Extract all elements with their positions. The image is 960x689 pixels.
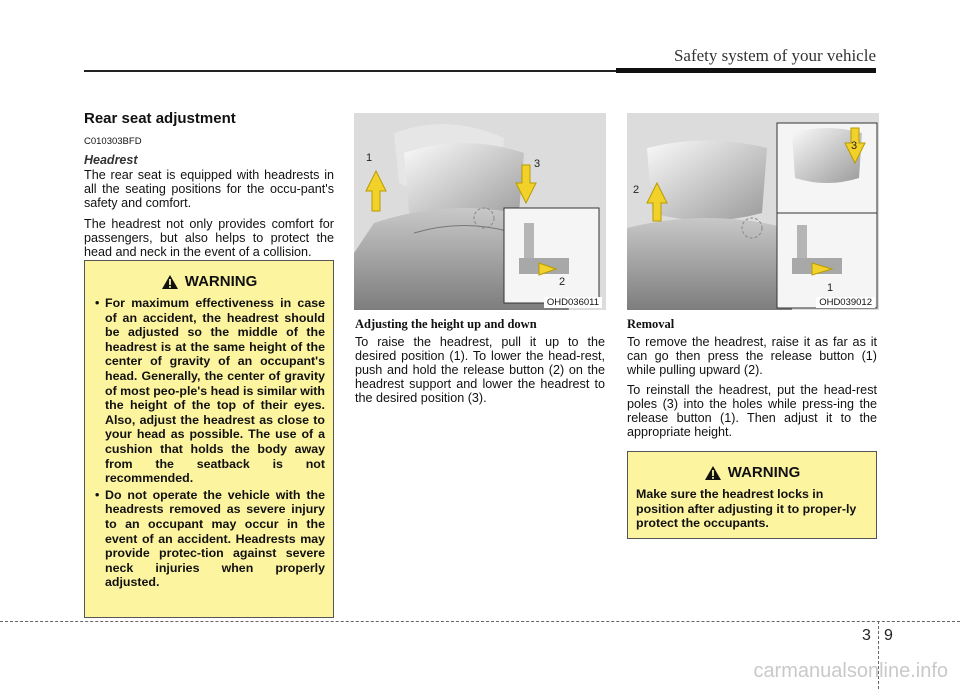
left-column: [84, 110, 334, 266]
warning-list: [93, 296, 325, 590]
figure-code: OHD039012: [816, 297, 875, 308]
warning-item: • Do not operate the vehicle with the headrests removed as severe injury to an occupant may occur in the event of an accident. Headrests may provide protec-tion against severe neck injuries when properly adjusted.: [95, 487, 325, 590]
warning-triangle-icon: [161, 274, 179, 290]
right-text-1: To remove the headrest, raise it as far as it can go then press the release button (1) while pulling upward (2).: [627, 335, 877, 377]
figure2-caption: Removal: [627, 317, 675, 331]
right-text-2: To reinstall the headrest, put the head-rest poles (3) into the holes while press-ing the release button (1). Then adjust it to the appropriate height.: [627, 383, 877, 439]
figure-code: OHD036011: [544, 297, 602, 308]
section-heading: Rear seat adjustment: [84, 110, 236, 127]
warning-triangle-icon: [704, 465, 722, 481]
callout-label: 3: [534, 158, 541, 170]
right-paragraphs: [627, 335, 877, 445]
header-title: Safety system of your vehicle: [673, 46, 876, 65]
page-number: 9: [884, 627, 893, 644]
figure-headrest-removal: [627, 113, 879, 310]
middle-paragraph: [355, 335, 605, 411]
page-chapter: 3: [862, 627, 871, 644]
figure1-caption: Adjusting the height up and down: [355, 317, 537, 331]
warning-title: WARNING: [727, 464, 801, 481]
callout-label: 3: [851, 140, 858, 152]
headrest-illustration: [354, 113, 606, 310]
callout-label: 2: [633, 184, 640, 196]
warning-header: [93, 273, 325, 290]
warning-box-1: [84, 260, 334, 618]
warning-item: • For maximum effectiveness in case of an accident, the headrest should be adjusted so the middle of the headrest is at the same height of the center of gravity of an occupant's head. Generally, the center of gravity of most peo-ple's head is similar with the height of the top of their eyes. Also, adjust the headrest as close to your head as possible. The use of a cushion that holds the body away from the seatback is not recommended.: [95, 296, 325, 486]
subheading: Headrest: [84, 153, 138, 167]
callout-label: 2: [559, 276, 566, 288]
warning-box-2: [627, 451, 877, 539]
callout-label: 1: [827, 282, 834, 294]
footer-rule: [0, 621, 960, 622]
section-code: C010303BFD: [84, 136, 142, 147]
middle-text: To raise the headrest, pull it up to the desired position (1). To lower the head-rest, push and hold the release button (2) on the headrest support and lower the headrest to the desired position (3).: [355, 335, 605, 405]
warning-header: [636, 464, 868, 481]
intro-paragraph-2: The headrest not only provides comfort for passengers, but also helps to protect the head and neck in the event of a collision.: [84, 217, 334, 259]
watermark: carmanualsonline.info: [753, 660, 948, 682]
warning-text: Make sure the headrest locks in position after adjusting it to proper-ly protect the occupants.: [636, 487, 857, 531]
warning-item-text: Do not operate the vehicle with the headrests removed as severe injury to an occupant may occur in the event of an accident. Headrests may provide protec-tion against severe neck injuries when properly adjusted.: [105, 487, 325, 590]
intro-paragraph-1: The rear seat is equipped with headrests in all the seating positions for the occu-pant's safety and comfort.: [84, 168, 334, 210]
warning-item-text: For maximum effectiveness in case of an accident, the headrest should be adjusted so the middle of the headrest is at the same height of the center of gravity of an occupant's head. Generally, the center of gravity of most peo-ple's head is similar with the height of the top of their eyes. Also, adjust the headrest as close to your head as possible. The use of a cushion that holds the body away from the seatback is not recommended.: [105, 296, 325, 486]
figure-headrest-height: [354, 113, 606, 310]
warning-title: WARNING: [184, 273, 258, 290]
headrest-removal-illustration: [627, 113, 879, 310]
callout-label: 1: [366, 152, 373, 164]
header-rule-accent: [616, 68, 876, 73]
